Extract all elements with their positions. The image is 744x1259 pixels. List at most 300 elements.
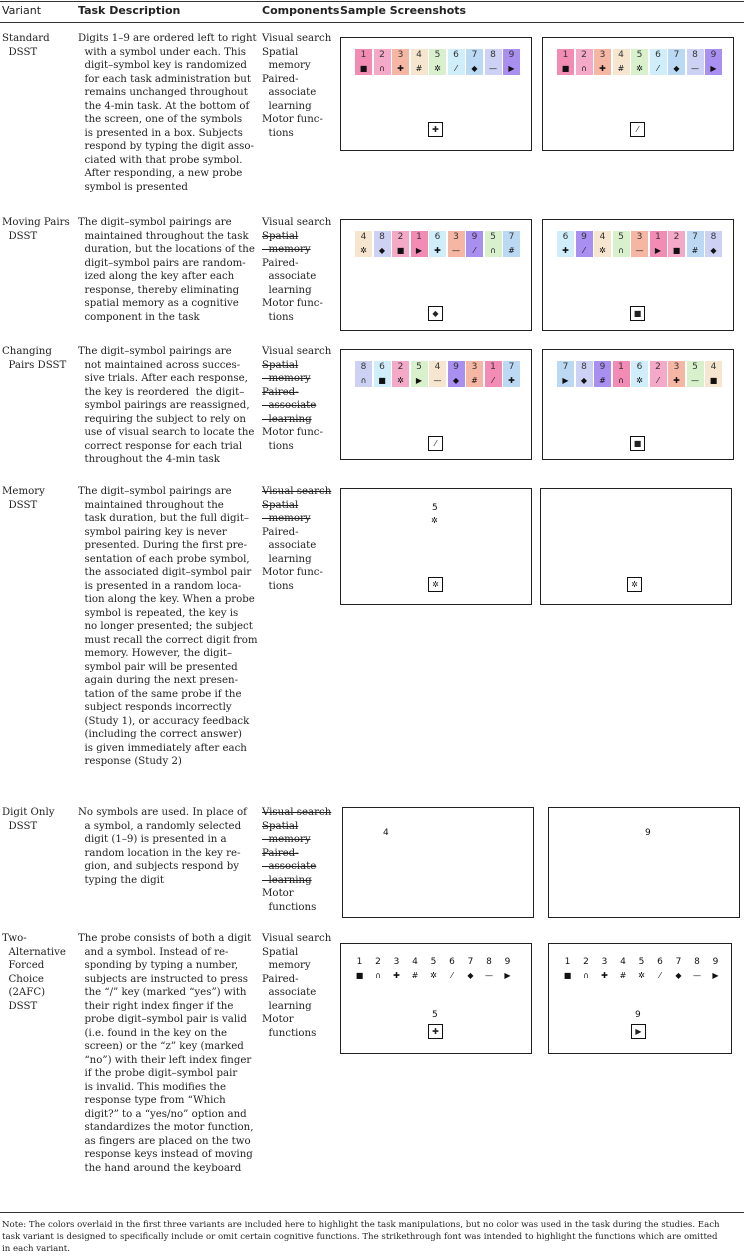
- key-digit: 1: [618, 362, 624, 372]
- key-digit: 7: [471, 50, 478, 60]
- key-digit: 7: [508, 362, 515, 372]
- key-pair: [631, 361, 648, 387]
- key-digit: 9: [712, 957, 719, 967]
- key-symbol-icon: ∩: [379, 64, 385, 73]
- key-pair: [559, 956, 576, 982]
- key-pair: [448, 231, 465, 257]
- task-description: The digit–symbol pairings are maintained throughout the task duration, but the full digit– symbol pairing key is never presented. During the first pre- sentation of each probe symbol, the associated digit–symbol pair is presented in a random loca- tion along the key. When a probe symbol is repeated, the key is no longer presented; the subject must recall the correct digit from memory. However, the digit– symbol pair will be presented again during the next presen- tation of the same probe if the subject responds incorrectly (Study 1), or accuracy feedback (including the correct answer) is given immediately after each response (Study 2): [78, 486, 258, 767]
- key-symbol-icon: ✲: [636, 64, 643, 73]
- variant-name: Memory DSST: [2, 486, 45, 511]
- key-digit: 9: [508, 50, 515, 60]
- key-digit: 2: [375, 957, 381, 967]
- key-symbol-icon: ▶: [562, 376, 569, 385]
- key-symbol-icon: ▶: [504, 971, 511, 980]
- probe-symbol-box: ■: [630, 436, 645, 451]
- probe-digit: 9: [635, 1010, 641, 1020]
- component-item: Visual search: [262, 346, 332, 357]
- key-pair: [374, 231, 391, 257]
- key-digit: 5: [430, 957, 437, 967]
- key-symbol-icon: ◆: [675, 971, 682, 980]
- key-symbol-icon: ✚: [599, 64, 606, 73]
- key-digit: 6: [453, 50, 459, 60]
- key-digit: 7: [508, 232, 515, 242]
- header-components: Components: [262, 4, 340, 17]
- key-symbol-icon: #: [617, 64, 625, 73]
- task-description: The digit–symbol pairings are maintained throughout the task duration, but the locations of the digit–symbol pairs are random- ized along the key after each response, thereby eliminating spatial memory as a cognitive component in the task: [78, 217, 255, 323]
- key-digit: 4: [618, 50, 624, 60]
- key-digit: 8: [490, 50, 496, 60]
- key-pair: [707, 956, 724, 982]
- key-pair: [615, 956, 632, 982]
- component-item: Motor func- tions: [262, 114, 323, 139]
- key-digit: 2: [397, 232, 404, 242]
- header-variant: Variant: [2, 4, 42, 17]
- probe-symbol-box: ▶: [631, 1024, 646, 1039]
- key-symbol-icon: ⁄: [492, 376, 494, 385]
- component-item: Paired- associate learning: [262, 73, 317, 112]
- key-pair: [687, 361, 704, 387]
- key-digit: 7: [467, 957, 474, 967]
- key-digit: 2: [397, 362, 404, 372]
- key-symbol-icon: ✲: [638, 971, 645, 980]
- key-pair: [499, 956, 516, 982]
- component-item: Visual search: [262, 486, 332, 497]
- key-digit: 1: [562, 50, 569, 60]
- key-pair: [687, 49, 704, 75]
- probe-symbol-box: ■: [630, 306, 645, 321]
- key-pair: [576, 361, 593, 387]
- task-description: No symbols are used. In place of a symbol, a randomly selected digit (1–9) is presented in a random location in the key re- gion, and subjects respond by typing the digit: [78, 807, 247, 886]
- component-item: Motor func- tions: [262, 567, 323, 592]
- sample-screenshot: [542, 219, 734, 331]
- key-digit: 3: [673, 362, 680, 372]
- variant-name: Digit Only DSST: [2, 807, 55, 832]
- key-pair: [374, 49, 391, 75]
- key-digit: 9: [471, 232, 478, 242]
- key-digit: 1: [490, 362, 496, 372]
- key-pair: [411, 49, 428, 75]
- key-digit: 7: [673, 50, 680, 60]
- key-pair: [576, 231, 593, 257]
- key-symbol-icon: ■: [561, 64, 570, 73]
- sample-screenshot: [548, 943, 732, 1054]
- component-item: Visual search: [262, 933, 332, 944]
- key-digit: 7: [675, 957, 682, 967]
- key-symbol-icon: —: [635, 246, 644, 255]
- key-digit: 6: [562, 232, 569, 242]
- key-digit: 8: [379, 232, 385, 242]
- component-item: Visual search: [262, 217, 332, 228]
- key-pair-digit: 5: [432, 503, 438, 513]
- key-digit: 9: [710, 50, 717, 60]
- key-pair: [374, 361, 391, 387]
- key-pair: [705, 361, 722, 387]
- key-digit: 1: [655, 232, 661, 242]
- key-pair: [392, 361, 409, 387]
- task-description: The probe consists of both a digit and a symbol. Instead of re- sponding by typing a number, subjects are instructed to press the “/” key (marked “yes”) with their right index finger if the probe digit–symbol pair is valid (i.e. found in the key on the screen) or the “z” key (marked “no”) with their left index finger if the probe digit–symbol pair is invalid. This modifies the response type from “Which digit?” to a “yes/no” option and standardizes the motor function, as fingers are placed on the two response keys instead of moving the hand around the keyboard: [78, 933, 254, 1174]
- key-pair: [481, 956, 498, 982]
- key-pair: [631, 49, 648, 75]
- component-item: Spatial memory: [262, 230, 311, 255]
- key-symbol-icon: ⁄: [657, 376, 659, 385]
- key-symbol-icon: —: [691, 376, 699, 385]
- key-symbol-icon: —: [452, 246, 460, 255]
- key-symbol-icon: #: [415, 64, 423, 73]
- key-symbol-icon: —: [691, 64, 699, 73]
- sample-screenshot: [340, 943, 532, 1054]
- component-item: Motor func- tions: [262, 427, 323, 452]
- key-pair: [466, 361, 483, 387]
- key-pair: [444, 956, 461, 982]
- key-digit: 2: [655, 362, 661, 372]
- key-pair: [557, 49, 574, 75]
- key-digit: 1: [564, 957, 571, 967]
- components-list: [262, 32, 338, 140]
- key-pair: [355, 49, 372, 75]
- sample-screenshot: [340, 37, 532, 151]
- key-pair: [448, 49, 465, 75]
- key-pair: [503, 361, 520, 387]
- variant-name: Two- Alternative Forced Choice (2AFC) DSST: [2, 933, 66, 1012]
- key-digit: 5: [618, 232, 624, 242]
- key-pair: [388, 956, 405, 982]
- key-symbol-icon: ⁄: [657, 64, 659, 73]
- key-pair: [687, 231, 704, 257]
- key-digit: 8: [581, 362, 587, 372]
- key-pair: [650, 231, 667, 257]
- key-digit: 3: [393, 957, 400, 967]
- digit-symbol-key: [557, 231, 724, 257]
- key-symbol-icon: ◆: [471, 64, 478, 73]
- key-digit: 2: [673, 232, 680, 242]
- key-digit: 1: [416, 232, 422, 242]
- key-symbol-icon: ⁄: [473, 246, 476, 255]
- key-pair: [429, 49, 446, 75]
- key-symbol-icon: —: [485, 971, 493, 980]
- component-item: Motor functions: [262, 1014, 317, 1039]
- component-item: Visual search: [262, 33, 332, 44]
- key-digit: 5: [636, 50, 643, 60]
- key-pair: [392, 231, 409, 257]
- key-pair: [668, 231, 685, 257]
- key-digit: 3: [601, 957, 608, 967]
- key-pair: [355, 361, 372, 387]
- key-symbol-icon: ⁄: [451, 971, 453, 980]
- components-list: [262, 932, 338, 1040]
- key-pair: [355, 231, 372, 257]
- key-pair: [631, 231, 648, 257]
- component-item: Paired- associate learning: [262, 847, 317, 886]
- digit-symbol-key: [351, 956, 518, 982]
- digit-symbol-key: [559, 956, 726, 982]
- sample-screenshot: [548, 807, 740, 918]
- key-pair: [557, 231, 574, 257]
- key-symbol-icon: ∩: [581, 64, 587, 73]
- key-symbol-icon: ∩: [618, 246, 624, 255]
- sample-screenshot: [542, 349, 734, 460]
- key-pair: [633, 956, 650, 982]
- key-symbol-icon: ✲: [397, 376, 404, 385]
- key-pair: [594, 231, 611, 257]
- key-symbol-icon: ■: [563, 971, 572, 980]
- digit-symbol-key: [355, 49, 522, 75]
- probe-symbol-box: ◆: [428, 306, 443, 321]
- key-pair: [411, 361, 428, 387]
- key-pair: [650, 49, 667, 75]
- key-digit: 6: [657, 957, 663, 967]
- component-item: Visual search: [262, 807, 332, 818]
- key-digit: 8: [692, 50, 698, 60]
- probe-digit: 9: [645, 828, 651, 838]
- variant-name: Standard DSST: [2, 33, 50, 58]
- digit-symbol-key: [557, 49, 724, 75]
- key-pair: [613, 49, 630, 75]
- bottom-rule: [0, 1212, 744, 1213]
- digit-symbol-key: [355, 361, 522, 387]
- key-pair: [466, 231, 483, 257]
- key-pair: [411, 231, 428, 257]
- component-item: Spatial memory: [262, 820, 311, 845]
- key-symbol-icon: ▶: [415, 246, 423, 255]
- key-symbol-icon: ∩: [490, 246, 496, 255]
- key-digit: 4: [599, 232, 606, 242]
- header-rule: [0, 22, 744, 23]
- component-item: Spatial memory: [262, 359, 311, 384]
- digit-symbol-key: [355, 231, 522, 257]
- key-symbol-icon: ■: [378, 376, 386, 385]
- key-symbol-icon: ∩: [360, 376, 367, 385]
- key-pair: [613, 231, 630, 257]
- key-pair: [668, 361, 685, 387]
- key-symbol-icon: ▶: [712, 971, 719, 980]
- key-pair: [594, 49, 611, 75]
- task-description: The digit–symbol pairings are not maintained across succes- sive trials. After each response, the key is reordered the digit– symbol pairings are reassigned, requiring the subject to rely on use of visual search to locate the correct response for each trial throughout the 4-min task: [78, 346, 255, 465]
- key-pair: [462, 956, 479, 982]
- key-symbol-icon: ◆: [580, 376, 588, 385]
- key-pair: [576, 49, 593, 75]
- key-symbol-icon: ■: [396, 246, 405, 255]
- key-digit: 9: [504, 957, 511, 967]
- key-symbol-icon: ✲: [430, 971, 437, 980]
- key-digit: 9: [599, 362, 606, 372]
- key-symbol-icon: ∩: [618, 376, 624, 385]
- key-digit: 5: [416, 362, 422, 372]
- component-item: Paired- associate learning: [262, 386, 317, 425]
- probe-symbol-box: ✚: [428, 122, 443, 137]
- key-pair: [429, 231, 446, 257]
- component-item: Spatial memory: [262, 46, 311, 71]
- key-pair: [485, 231, 502, 257]
- component-item: Paired- associate learning: [262, 257, 317, 296]
- key-pair: [596, 956, 613, 982]
- key-symbol-icon: ✲: [434, 64, 441, 73]
- key-digit: 5: [490, 232, 496, 242]
- sample-screenshot: [342, 807, 534, 918]
- key-symbol-icon: ✚: [562, 246, 569, 255]
- key-pair: [578, 956, 595, 982]
- key-symbol-icon: #: [411, 971, 419, 980]
- key-digit: 4: [412, 957, 418, 967]
- sample-screenshot: [540, 488, 732, 605]
- components-list: [262, 216, 338, 324]
- key-digit: 3: [453, 232, 459, 242]
- key-symbol-icon: #: [599, 376, 606, 385]
- components-list: [262, 345, 338, 453]
- key-digit: 1: [360, 50, 367, 60]
- key-pair: [705, 49, 722, 75]
- key-symbol-icon: —: [489, 64, 497, 73]
- key-symbol-icon: #: [508, 246, 515, 255]
- key-symbol-icon: #: [471, 376, 478, 385]
- key-digit: 4: [416, 50, 422, 60]
- key-digit: 9: [453, 362, 459, 372]
- key-symbol-icon: ⁄: [659, 971, 661, 980]
- key-symbol-icon: —: [433, 376, 442, 385]
- key-symbol-icon: ■: [672, 246, 681, 255]
- key-digit: 3: [471, 362, 478, 372]
- key-digit: 6: [655, 50, 661, 60]
- key-digit: 5: [638, 957, 645, 967]
- key-digit: 6: [434, 232, 441, 242]
- key-pair: [652, 956, 669, 982]
- sample-screenshot: [340, 349, 532, 460]
- key-pair: [485, 49, 502, 75]
- key-pair: [594, 361, 611, 387]
- key-symbol-icon: ⁄: [455, 64, 457, 73]
- key-digit: 8: [694, 957, 700, 967]
- key-symbol-icon: ✚: [673, 376, 680, 385]
- probe-digit: 4: [383, 828, 389, 838]
- probe-symbol-box: ⁄: [428, 436, 443, 451]
- table-note: Note: The colors overlaid in the first three variants are included here to highlight the task manipulations, but no color was used in the task during the studies. Each task variant is designed to specifically include or omit certain cognitive functions. The strikethrough font was intended to highlight the functions which are omitted in each variant.: [2, 1220, 720, 1254]
- key-symbol-icon: ◆: [467, 971, 474, 980]
- key-digit: 4: [360, 232, 367, 242]
- key-digit: 7: [562, 362, 569, 372]
- key-symbol-icon: ◆: [452, 376, 460, 385]
- key-digit: 2: [583, 957, 589, 967]
- key-pair: [705, 231, 722, 257]
- key-pair: [557, 361, 574, 387]
- sample-screenshot: [542, 37, 734, 151]
- key-digit: 1: [356, 957, 363, 967]
- header-task: Task Description: [78, 4, 181, 17]
- sample-screenshot: [340, 488, 532, 605]
- key-symbol-icon: #: [619, 971, 627, 980]
- key-symbol-icon: ✲: [599, 246, 606, 255]
- component-item: Motor functions: [262, 888, 317, 913]
- key-pair: [429, 361, 446, 387]
- key-digit: 3: [599, 50, 606, 60]
- probe-symbol-box: ✚: [428, 1024, 443, 1039]
- key-symbol-icon: ✲: [360, 246, 367, 255]
- key-pair: [613, 361, 630, 387]
- key-symbol-icon: ▶: [654, 246, 662, 255]
- key-symbol-icon: ✚: [508, 376, 515, 385]
- key-pair-symbol-icon: ✲: [431, 516, 438, 525]
- key-digit: 8: [360, 362, 367, 372]
- digit-symbol-key: [557, 361, 724, 387]
- key-digit: 4: [620, 957, 626, 967]
- components-list: [262, 485, 338, 593]
- key-pair: [392, 49, 409, 75]
- key-symbol-icon: ∩: [375, 971, 381, 980]
- key-pair: [650, 361, 667, 387]
- key-symbol-icon: ✚: [397, 64, 404, 73]
- key-pair: [503, 49, 520, 75]
- variant-name: Changing Pairs DSST: [2, 346, 67, 371]
- key-digit: 2: [379, 50, 385, 60]
- key-digit: 5: [692, 362, 698, 372]
- key-symbol-icon: ◆: [710, 246, 717, 255]
- key-pair: [351, 956, 368, 982]
- probe-digit: 5: [432, 1010, 438, 1020]
- component-item: Spatial memory: [262, 499, 311, 524]
- key-pair: [370, 956, 387, 982]
- key-pair: [425, 956, 442, 982]
- top-rule: [0, 1, 744, 2]
- component-item: Paired- associate learning: [262, 526, 317, 565]
- header-screens: Sample Screenshots: [340, 4, 467, 17]
- key-digit: 6: [379, 362, 385, 372]
- key-pair: [668, 49, 685, 75]
- task-description: Digits 1–9 are ordered left to right with a symbol under each. This digit–symbol key is randomized for each task administration but remains unchanged throughout the 4-min task. At the bottom of the screen, one of the symbols is presented in a box. Subjects respond by typing the digit asso- ciated with that probe symbol. After responding, a new probe symbol is presented: [78, 33, 257, 193]
- component-item: Spatial memory: [262, 946, 311, 971]
- key-symbol-icon: ■: [355, 971, 364, 980]
- key-digit: 7: [692, 232, 698, 242]
- probe-symbol-box: ✲: [627, 577, 642, 592]
- key-digit: 5: [434, 50, 441, 60]
- key-digit: 3: [397, 50, 404, 60]
- probe-symbol-box: ✲: [428, 577, 443, 592]
- key-digit: 6: [449, 957, 455, 967]
- key-symbol-icon: ■: [709, 376, 718, 385]
- key-symbol-icon: ▶: [710, 64, 717, 73]
- key-digit: 8: [486, 957, 492, 967]
- key-symbol-icon: ▶: [508, 64, 515, 73]
- components-list: [262, 806, 338, 914]
- component-item: Paired- associate learning: [262, 973, 317, 1012]
- key-pair: [466, 49, 483, 75]
- key-pair: [503, 231, 520, 257]
- key-digit: 9: [581, 232, 587, 242]
- key-symbol-icon: ▶: [415, 376, 423, 385]
- key-symbol-icon: ■: [359, 64, 368, 73]
- key-digit: 8: [710, 232, 717, 242]
- key-symbol-icon: ∩: [583, 971, 589, 980]
- key-pair: [689, 956, 706, 982]
- key-symbol-icon: ✚: [434, 246, 441, 255]
- key-digit: 6: [636, 362, 643, 372]
- key-digit: 2: [581, 50, 587, 60]
- key-symbol-icon: ✚: [601, 971, 608, 980]
- key-pair: [670, 956, 687, 982]
- key-symbol-icon: #: [691, 246, 699, 255]
- key-symbol-icon: ✚: [393, 971, 400, 980]
- key-symbol-icon: ◆: [673, 64, 680, 73]
- key-digit: 3: [636, 232, 643, 242]
- variant-name: Moving Pairs DSST: [2, 217, 70, 242]
- key-digit: 4: [710, 362, 717, 372]
- probe-symbol-box: ⁄: [630, 122, 645, 137]
- key-symbol-icon: ✲: [636, 376, 643, 385]
- key-symbol-icon: ⁄: [583, 246, 585, 255]
- key-pair: [448, 361, 465, 387]
- key-pair: [407, 956, 424, 982]
- component-item: Motor func- tions: [262, 298, 323, 323]
- key-symbol-icon: —: [693, 971, 701, 980]
- key-symbol-icon: ◆: [378, 246, 386, 255]
- key-pair: [485, 361, 502, 387]
